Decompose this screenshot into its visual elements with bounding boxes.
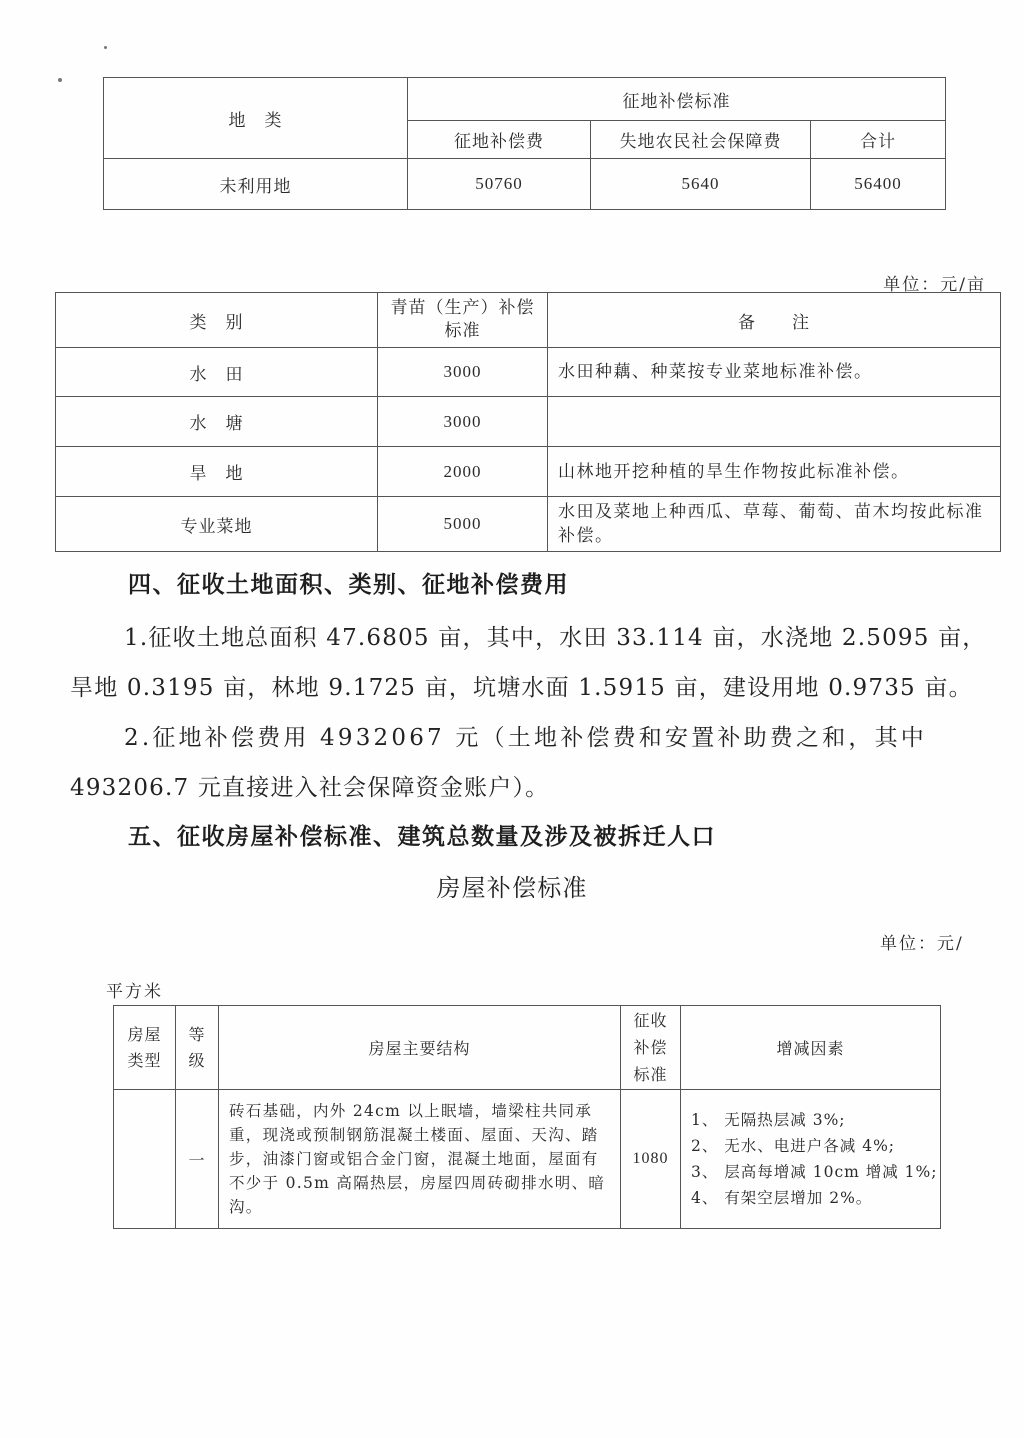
section4-heading: 四、征收土地面积、类别、征地补偿费用: [128, 571, 569, 598]
cell-social-security: 5640: [591, 159, 811, 210]
header-crop-standard: 青苗（生产）补偿标准: [378, 293, 548, 348]
header-compensation-standard: 征收补偿标准: [621, 1006, 681, 1090]
factor-item: 4、 有架空层增加 2%。: [691, 1189, 873, 1207]
header-land-type: 地 类: [104, 78, 408, 159]
scan-speck: [104, 46, 107, 49]
cell-category: 旱 地: [56, 447, 378, 497]
cell-factors: [681, 1090, 941, 1229]
cell-house-type: [114, 1090, 176, 1229]
table-row: [104, 159, 946, 210]
cell-remark: [548, 397, 1001, 447]
cell-category: 水 塘: [56, 397, 378, 447]
header-category: 类 别: [56, 293, 378, 348]
header-remark: 备 注: [548, 293, 1001, 348]
cell-category: 水 田: [56, 348, 378, 397]
section4-para1-line2: 旱地 0.3195 亩，林地 9.1725 亩，坑塘水面 1.5915 亩，建设用地 0.9735 亩。: [70, 675, 973, 701]
cell-standard: 2000: [378, 447, 548, 497]
cell-standard: 5000: [378, 497, 548, 552]
scan-speck: [58, 78, 62, 82]
table-row: [114, 1090, 941, 1229]
cell-remark: 水田种藕、种菜按专业菜地标准补偿。: [548, 348, 1001, 397]
cell-total: 56400: [811, 159, 946, 210]
header-structure: 房屋主要结构: [219, 1006, 621, 1090]
section4-para2-line1: 2.征地补偿费用 4932067 元（土地补偿费和安置补助费之和，其中: [124, 725, 927, 751]
table-row: [56, 497, 1001, 552]
table3-unit-label: 单位：元/: [880, 934, 964, 954]
header-grade: 等级: [176, 1006, 219, 1090]
header-compensation-fee: 征地补偿费: [408, 121, 591, 159]
house-compensation-table: [113, 1005, 941, 1229]
cell-grade: 一: [176, 1090, 219, 1229]
table2-unit-label: 单位：元/亩: [883, 275, 986, 295]
cell-standard: 1080: [621, 1090, 681, 1229]
factor-item: 2、 无水、电进户各减 4%;: [691, 1137, 896, 1155]
table-row: [56, 397, 1001, 447]
factor-item: 1、 无隔热层减 3%;: [691, 1111, 846, 1129]
factor-item: 3、 层高每增减 10cm 增减 1%;: [691, 1163, 938, 1181]
section4-para2-line2: 493206.7 元直接进入社会保障资金账户）。: [70, 775, 550, 801]
cell-structure: 砖石基础，内外 24cm 以上眠墙，墙梁柱共同承重，现浇或预制钢筋混凝土楼面、屋面、天沟、踏步，油漆门窗或铝合金门窗，混凝土地面，屋面有不少于 0.5m 高隔热层，房屋四周砖砌排水明、暗沟。: [219, 1090, 621, 1229]
table-row: [56, 447, 1001, 497]
cell-land-type: 未利用地: [104, 159, 408, 210]
land-compensation-table: [103, 77, 946, 210]
cell-compensation: 50760: [408, 159, 591, 210]
cell-remark: 山林地开挖种植的旱生作物按此标准补偿。: [548, 447, 1001, 497]
header-compensation-standard: 征地补偿标准: [408, 78, 946, 121]
section5-heading: 五、征收房屋补偿标准、建筑总数量及涉及被拆迁人口: [128, 823, 716, 850]
cell-standard: 3000: [378, 348, 548, 397]
header-house-type: 房屋类型: [114, 1006, 176, 1090]
cell-standard: 3000: [378, 397, 548, 447]
header-factors: 增减因素: [681, 1006, 941, 1090]
table3-unit-label-cont: 平方米: [106, 982, 163, 1002]
header-social-security-fee: 失地农民社会保障费: [591, 121, 811, 159]
cell-remark: 水田及菜地上种西瓜、草莓、葡萄、苗木均按此标准补偿。: [548, 497, 1001, 552]
cell-category: 专业菜地: [56, 497, 378, 552]
house-table-title: 房屋补偿标准: [436, 874, 588, 902]
crop-compensation-table: [55, 292, 1001, 552]
header-total: 合计: [811, 121, 946, 159]
section4-para1-line1: 1.征收土地总面积 47.6805 亩，其中，水田 33.114 亩，水浇地 2.5095 亩，: [124, 625, 987, 651]
table-row: [56, 348, 1001, 397]
